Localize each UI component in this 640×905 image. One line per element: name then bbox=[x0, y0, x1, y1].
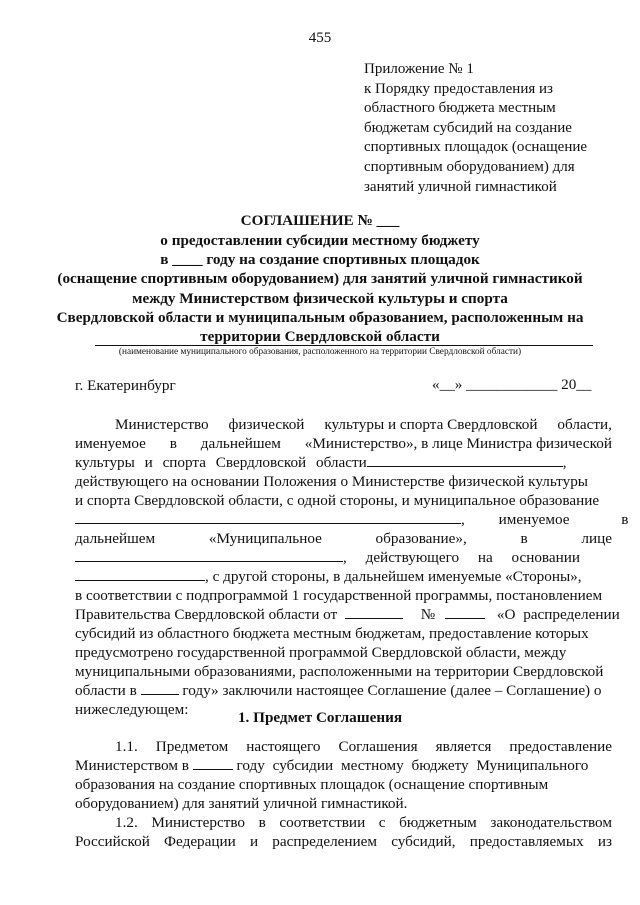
blank-field bbox=[345, 606, 403, 619]
blank-field bbox=[75, 568, 205, 581]
preamble-line: в соответствии с подпрограммой 1 государственной программы, постановлением bbox=[75, 587, 603, 604]
section-line: образования на создание спортивных площадок (оснащение спортивным bbox=[75, 776, 549, 793]
preamble-line: действующего на основании Положения о Министерстве физической культуры bbox=[75, 473, 589, 490]
preamble-line: Правительства Свердловской области от № «О распределении bbox=[75, 606, 620, 623]
blank-field bbox=[445, 606, 485, 619]
blank-field bbox=[141, 682, 179, 695]
title-line: о предоставлении субсидии местному бюджету bbox=[160, 232, 480, 249]
section-line: 1.2. Министерство в соответствии с бюджетным законодательством bbox=[115, 814, 612, 831]
preamble-line: предусмотрено государственной программой Свердловской области, между bbox=[75, 644, 567, 661]
blank-field bbox=[75, 549, 343, 562]
section-line: Российской Федерации и распределением субсидий, предоставляемых из bbox=[75, 833, 612, 850]
appendix-block bbox=[364, 60, 587, 197]
appendix-line: Приложение № 1 bbox=[364, 61, 474, 77]
blank-field bbox=[193, 757, 233, 770]
title-line: в ____ году на создание спортивных площадок bbox=[160, 251, 480, 268]
appendix-line: областного бюджета местным bbox=[364, 100, 556, 117]
preamble-line: нижеследующем: bbox=[75, 701, 189, 718]
preamble-line: Министерство физической культуры и спорта Свердловской области, bbox=[115, 416, 612, 433]
municipality-caption: (наименование муниципального образования, расположенного на территории Свердловской области) bbox=[118, 347, 522, 357]
document-title: СОГЛАШЕНИЕ № ___ bbox=[240, 212, 400, 229]
title-line: (оснащение спортивным оборудованием) для занятий уличной гимнастикой bbox=[57, 270, 583, 287]
appendix-line: бюджетам субсидий на создание bbox=[364, 119, 572, 136]
preamble-line: , с другой стороны, в дальнейшем именуемые «Стороны», bbox=[75, 567, 582, 587]
preamble-line: дальнейшем «Муниципальное образование», в лице bbox=[75, 530, 612, 547]
blank-field bbox=[75, 511, 461, 524]
title-line: Свердловской области и муниципальным образованием, расположенным на bbox=[56, 309, 584, 326]
blank-field bbox=[367, 454, 563, 467]
preamble-line: субсидий из областного бюджета местным бюджетам, предоставление которых bbox=[75, 625, 589, 642]
appendix-line: занятий уличной гимнастикой bbox=[364, 178, 557, 195]
section-line: оборудованием) для занятий уличной гимнастикой. bbox=[75, 795, 408, 812]
appendix-line: спортивным оборудованием) для bbox=[364, 158, 575, 175]
preamble-line: именуемое в дальнейшем «Министерство», в лице Министра физической bbox=[75, 435, 612, 452]
date-line: «__» ____________ 20__ bbox=[432, 376, 592, 393]
city: г. Екатеринбург bbox=[75, 377, 176, 394]
appendix-line: спортивных площадок (оснащение bbox=[364, 139, 588, 156]
title-line: территории Свердловской области bbox=[200, 328, 440, 345]
section-title: 1. Предмет Соглашения bbox=[237, 709, 403, 726]
preamble-line: , действующего на основании bbox=[75, 548, 580, 568]
page-number: 455 bbox=[308, 30, 332, 46]
preamble-line: культуры и спорта Свердловской области , bbox=[75, 454, 567, 471]
preamble-line: области в году» заключили настоящее Соглашение (далее – Соглашение) о bbox=[75, 682, 602, 699]
title-line: между Министерством физической культуры и спорта bbox=[132, 290, 508, 307]
preamble-line: и спорта Свердловской области, с одной стороны, и муниципальное образование bbox=[75, 492, 600, 509]
preamble-line: , именуемое в bbox=[75, 510, 628, 530]
preamble-line: муниципальными образованиями, расположенными на территории Свердловской bbox=[75, 663, 604, 680]
appendix-line: к Порядку предоставления из bbox=[364, 80, 553, 97]
section-line: 1.1. Предметом настоящего Соглашения является предоставление bbox=[115, 738, 612, 755]
municipality-underline bbox=[95, 345, 593, 346]
section-line: Министерством в году субсидии местному бюджету Муниципального bbox=[75, 757, 589, 774]
